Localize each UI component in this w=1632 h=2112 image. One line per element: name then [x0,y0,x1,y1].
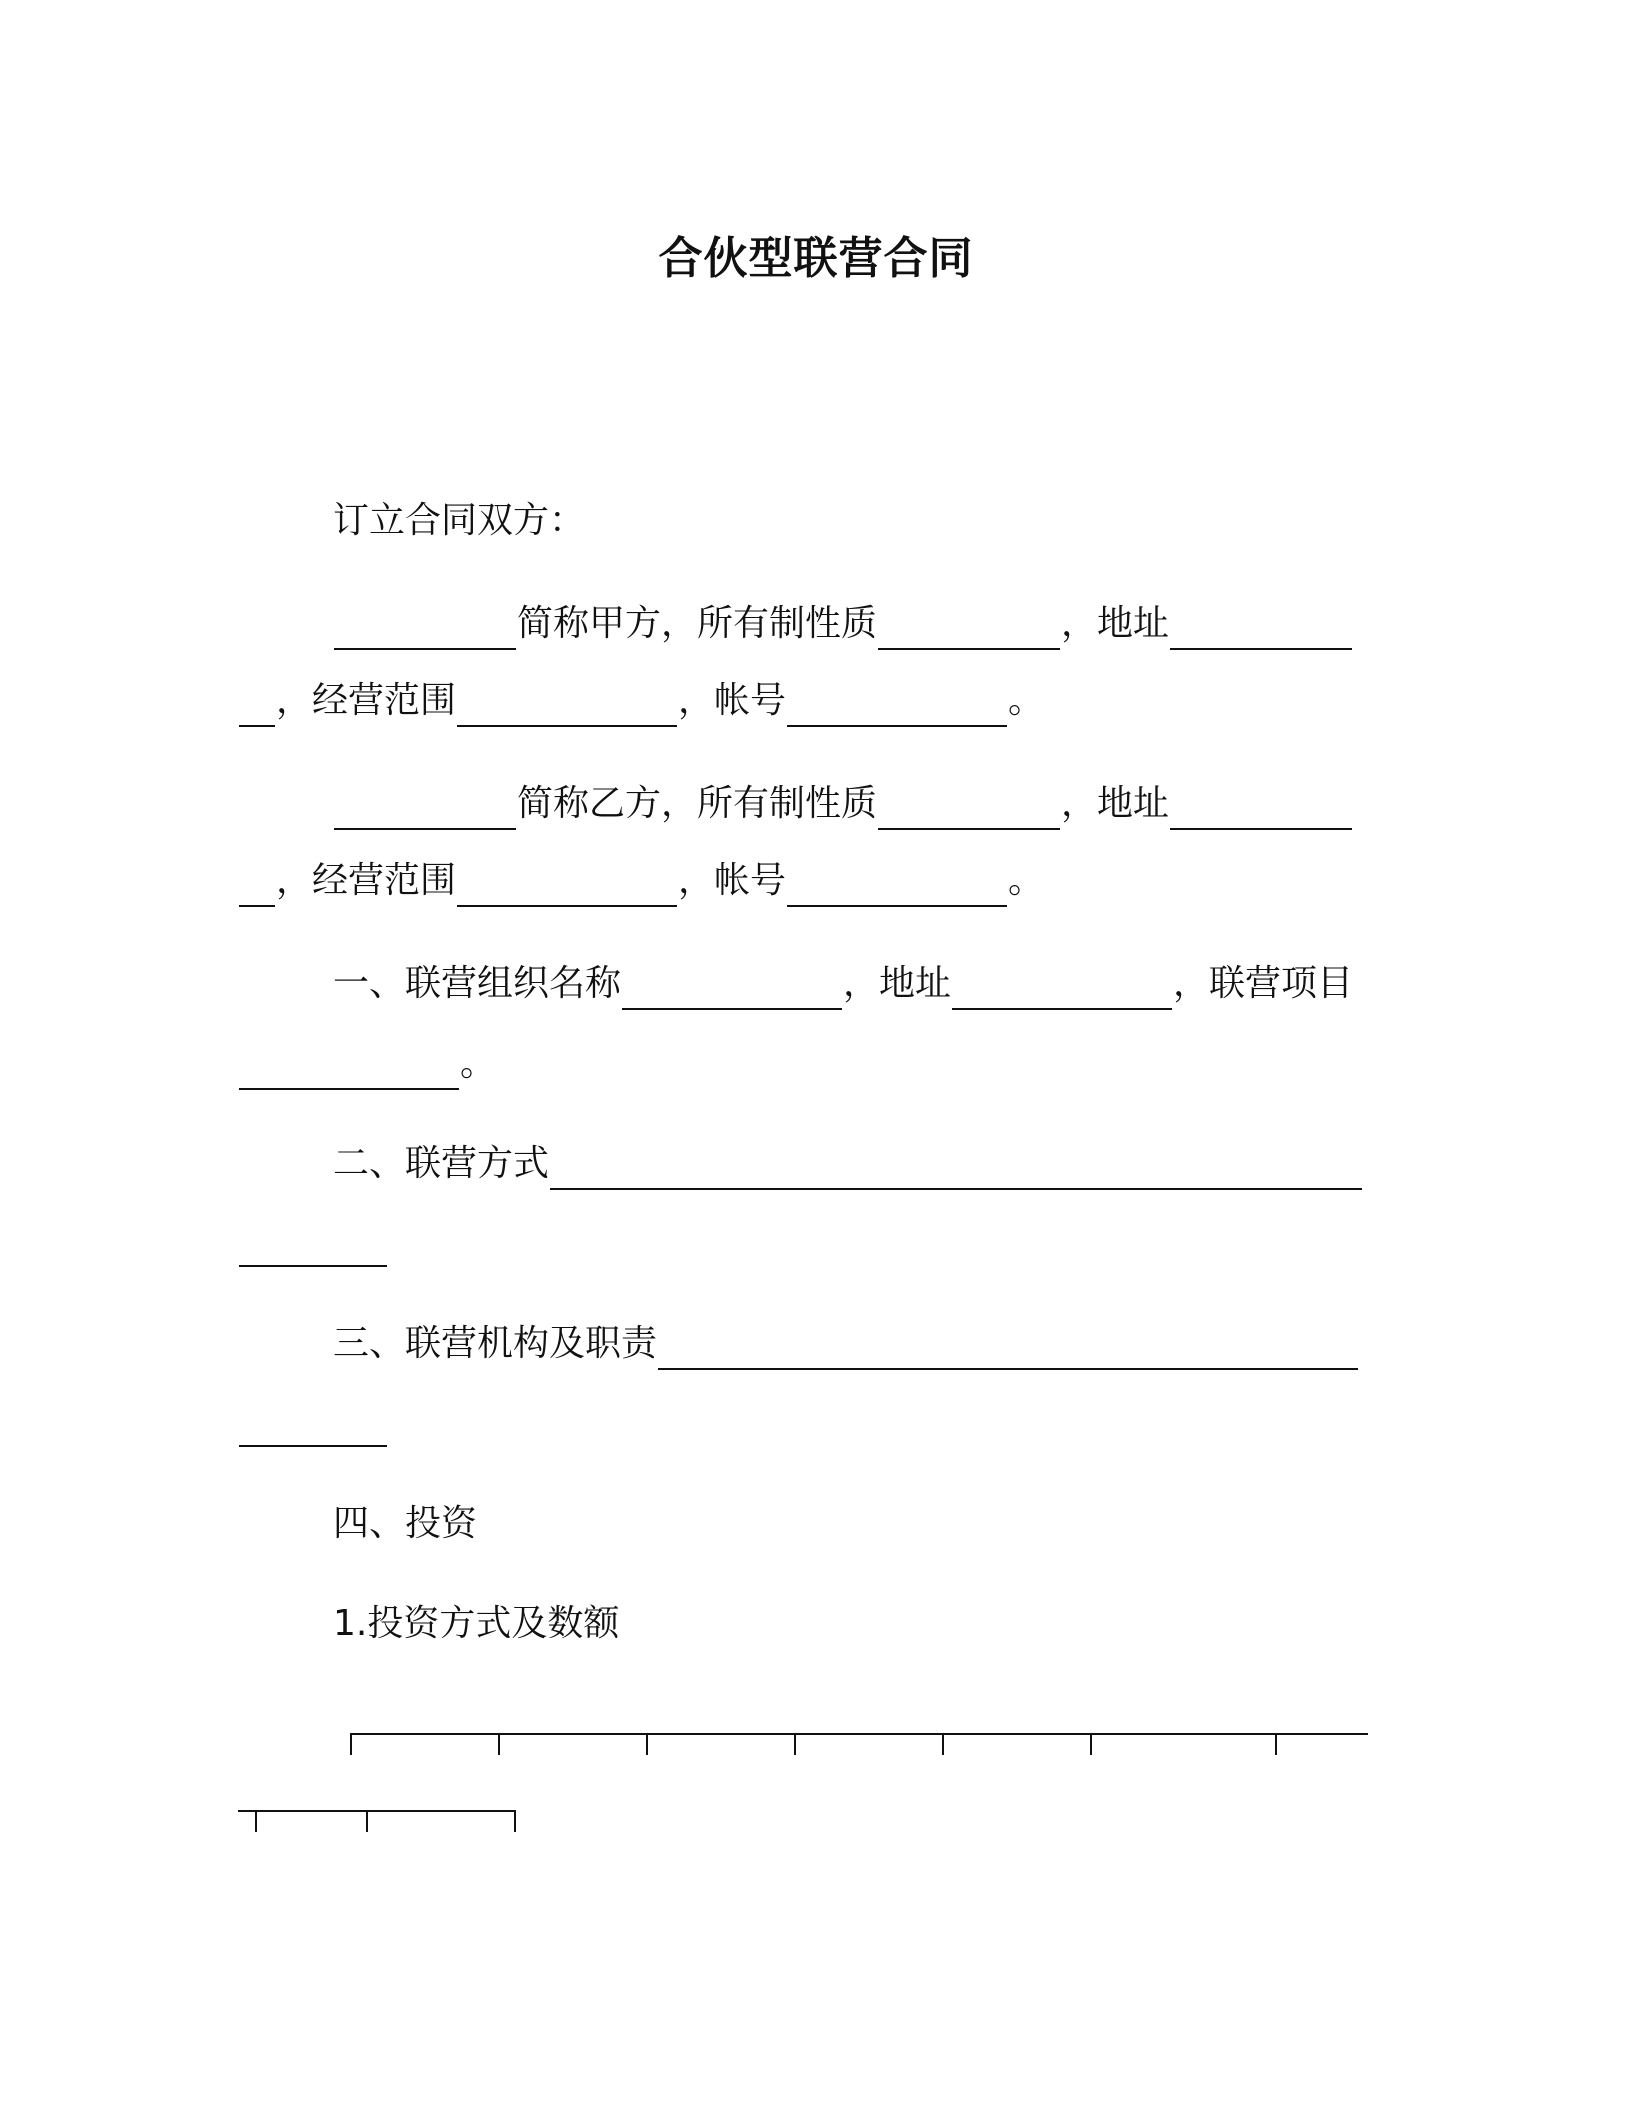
method-blank [550,1148,1362,1190]
parties-heading-line [333,487,585,547]
party-b-end: 。 [1008,860,1045,901]
tick-mark [942,1733,944,1755]
party-a-account-blank [787,685,1007,727]
party-a-account-label: ，帐号 [678,680,787,721]
clause-1-address-label: ，地址 [843,963,952,1004]
party-b-address-label: ，地址 [1061,783,1170,824]
clause-4-label: 四、投资 [333,1503,478,1544]
clause-4-line [333,1490,477,1550]
party-a-ownership-blank [878,608,1060,650]
party-a-address-blank-cont [239,685,275,727]
tick-mark [1275,1733,1277,1755]
org-address-blank [952,968,1172,1010]
tick-mark [646,1733,648,1755]
party-b-line-2 [238,847,1044,907]
party-b-ownership-blank [878,788,1060,830]
party-a-scope-blank [457,685,677,727]
clause-3-line-1 [333,1310,1359,1370]
clause-1-label: 一、联营组织名称 [333,963,622,1004]
party-a-line-1 [333,590,1353,650]
investment-blank-row-1 [350,1733,1368,1757]
party-b-abbrev-text: 简称乙方，所有制性质 [517,783,878,824]
party-b-account-label: ，帐号 [678,860,787,901]
party-b-account-blank [787,865,1007,907]
party-b-scope-blank [457,865,677,907]
clause-1-project-label: ，联营项目 [1173,963,1354,1004]
party-b-scope-label: ，经营范围 [276,860,457,901]
clause-1-end: 。 [460,1043,497,1084]
investment-blank-row-2 [238,1810,516,1834]
clause-2-label: 二、联营方式 [333,1143,550,1184]
org-duty-blank-cont [239,1405,387,1447]
party-b-name-blank [334,788,516,830]
party-a-scope-label: ，经营范围 [276,680,457,721]
tick-mark [794,1733,796,1755]
org-duty-blank [658,1328,1358,1370]
party-b-address-blank-cont [239,865,275,907]
party-b-line-1 [333,770,1353,830]
tick-mark [514,1810,516,1832]
clause-1-line-1 [333,950,1353,1010]
tick-mark [1090,1733,1092,1755]
method-blank-cont [239,1225,387,1267]
parties-heading: 订立合同双方： [333,500,586,541]
party-a-abbrev-text: 简称甲方，所有制性质 [517,603,878,644]
party-a-address-label: ，地址 [1061,603,1170,644]
document-title: 合伙型联营合同 [658,233,974,284]
project-blank [239,1048,459,1090]
party-a-name-blank [334,608,516,650]
clause-1-line-2 [238,1030,496,1090]
clause-3-line-2 [238,1387,388,1447]
party-b-address-blank [1170,788,1352,830]
tick-mark [255,1810,257,1832]
party-a-end: 。 [1008,680,1045,721]
clause-2-line-1 [333,1130,1363,1190]
clause-3-label: 三、联营机构及职责 [333,1323,658,1364]
org-name-blank [622,968,842,1010]
party-a-line-2 [238,667,1044,727]
tick-mark [366,1810,368,1832]
clause-2-line-2 [238,1207,388,1267]
tick-mark [498,1733,500,1755]
item-1-line [333,1590,619,1650]
party-a-address-blank [1170,608,1352,650]
item-1-label: 1.投资方式及数额 [333,1603,620,1644]
tick-mark [350,1733,352,1755]
